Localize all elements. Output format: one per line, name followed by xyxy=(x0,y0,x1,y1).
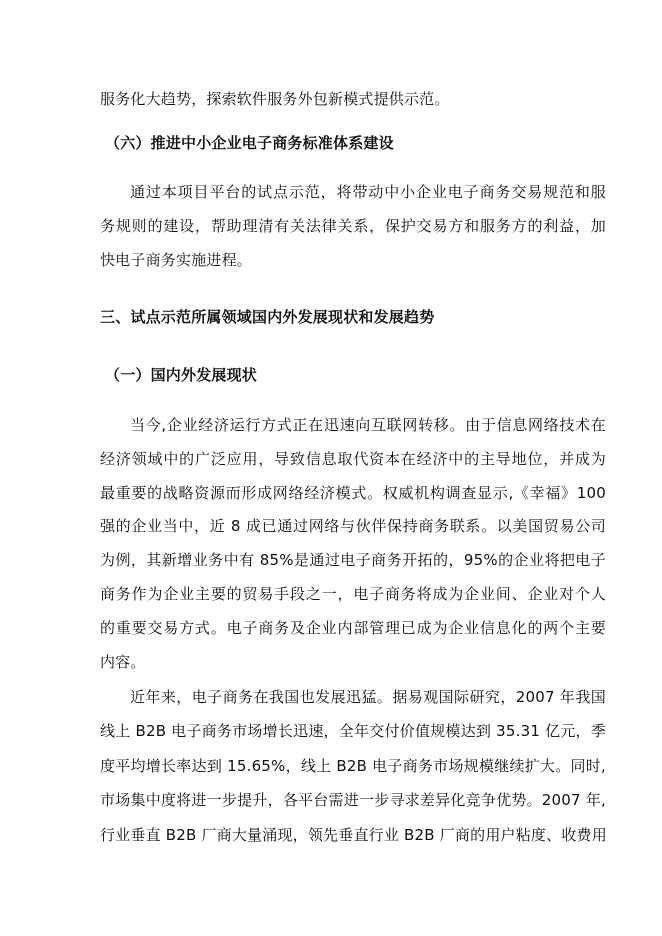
paragraph-line: 近年来，电子商务在我国也发展迅猛。据易观国际研究，2007 年我国 xyxy=(130,688,606,706)
paragraph-line: 务规则的建设，帮助理清有关法律关系，保护交易方和服务方的利益，加 xyxy=(100,217,606,235)
paragraph-line: 为例，其新增业务中有 85%是通过电子商务开拓的，95%的企业将把电子 xyxy=(100,551,606,569)
paragraph-line: 当今,企业经济运行方式正在迅速向互联网转移。由于信息网络技术在 xyxy=(130,416,606,434)
paragraph-line: 行业垂直 B2B 厂商大量涌现，领先垂直行业 B2B 厂商的用户粘度、收费用 xyxy=(100,826,607,844)
paragraph-line: 内容。 xyxy=(100,653,146,671)
chapter-heading-3: 三、试点示范所属领域国内外发展现状和发展趋势 xyxy=(100,308,435,326)
paragraph-line: 最重要的战略资源而形成网络经济模式。权威机构调查显示,《幸福》100 xyxy=(100,484,606,502)
paragraph-line: 快电子商务实施进程。 xyxy=(100,251,253,269)
paragraph-line: 的重要交易方式。电子商务及企业内部管理已成为企业信息化的两个主要 xyxy=(100,619,606,637)
paragraph-line: 经济领域中的广泛应用，导致信息取代资本在经济中的主导地位，并成为 xyxy=(100,450,606,468)
paragraph-line: 服务化大趋势，探索软件服务外包新模式提供示范。 xyxy=(100,90,450,108)
section-heading-6: （六）推进中小企业电子商务标准体系建设 xyxy=(105,134,394,152)
paragraph-line: 通过本项目平台的试点示范，将带动中小企业电子商务交易规范和服 xyxy=(130,183,606,201)
paragraph-line: 强的企业当中，近 8 成已通过网络与伙伴保持商务联系。以美国贸易公司 xyxy=(100,517,606,535)
paragraph-line: 商务作为企业主要的贸易手段之一，电子商务将成为企业间、企业对个人 xyxy=(100,585,606,603)
paragraph-line: 线上 B2B 电子商务市场增长迅速，全年交付价值规模达到 35.31 亿元，季 xyxy=(100,722,606,740)
paragraph-line: 度平均增长率达到 15.65%，线上 B2B 电子商务市场规模继续扩大。同时, xyxy=(100,757,606,775)
section-heading-1: （一）国内外发展现状 xyxy=(105,366,258,384)
paragraph-line: 市场集中度将进一步提升，各平台需进一步寻求差异化竞争优势。2007 年, xyxy=(100,791,606,809)
